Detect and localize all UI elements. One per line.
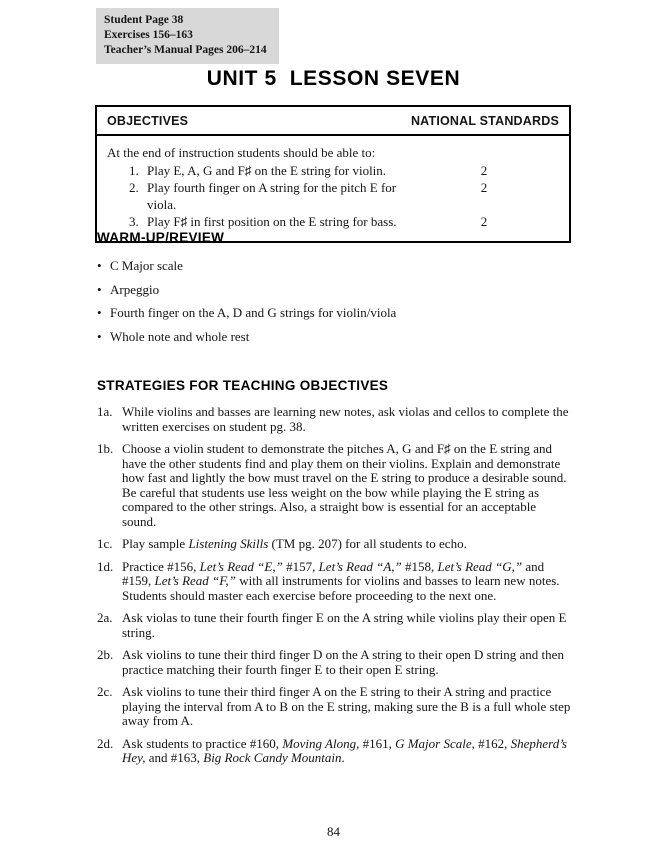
warmup-heading: WARM-UP/REVIEW	[97, 230, 225, 245]
bullet-icon: •	[97, 258, 102, 273]
strategy-text: Ask violins to tune their third finger D on the A string to their open D string and then practice matching their fourth finger E to their open E string.	[122, 647, 564, 677]
bullet-icon: •	[97, 328, 102, 344]
ref-line-exercises: Exercises 156–163	[104, 28, 193, 41]
objective-row	[107, 213, 559, 230]
bullet-icon: •	[97, 281, 102, 297]
strategy-label: 2c.	[97, 684, 113, 699]
warmup-section	[97, 230, 571, 353]
warmup-item-text: C Major scale	[110, 258, 183, 273]
standard-value: 2	[480, 214, 488, 229]
strategy-item	[97, 685, 571, 729]
strategy-item	[97, 405, 571, 434]
lesson-title: UNIT 5 LESSON SEVEN	[206, 67, 461, 90]
strategy-label: 2d.	[97, 735, 114, 751]
objective-text: Play fourth finger on A string for the pitch E for viola.	[147, 180, 397, 212]
objective-row	[107, 162, 559, 179]
warmup-item-text: Arpeggio	[110, 281, 160, 297]
strategy-item	[97, 737, 571, 766]
strategy-item	[97, 537, 571, 552]
objective-number: 1.	[129, 163, 139, 178]
strategy-text: While violins and basses are learning new notes, ask violas and cellos to complete the written exercises on student pg. 38.	[122, 404, 569, 434]
strategy-text: Ask violas to tune their fourth finger E on the A string while violins play their open E string.	[122, 610, 567, 640]
objectives-heading: OBJECTIVES	[107, 114, 189, 128]
warmup-item-text: Fourth finger on the A, D and G strings for violin/viola	[110, 305, 397, 320]
objective-number: 2.	[129, 180, 139, 195]
strategy-label: 1a.	[97, 404, 113, 419]
strategy-item	[97, 442, 571, 529]
strategy-item	[97, 560, 571, 604]
ref-line-manual-pages: Teacher’s Manual Pages 206–214	[104, 43, 267, 56]
warmup-item	[97, 306, 571, 321]
bullet-icon: •	[97, 305, 102, 320]
objective-row	[107, 179, 559, 213]
objective-number: 3.	[129, 214, 139, 229]
strategy-text: Practice #156, Let’s Read “E,” #157, Let’s Read “A,” #158, Let’s Read “G,” and #159, Let’s Read “F,” with all instruments for violins and basses to learn new notes. Students should master each exercise before proceeding to the next one.	[122, 558, 560, 603]
strategy-item	[97, 611, 571, 640]
warmup-item-text: Whole note and whole rest	[110, 328, 250, 344]
objectives-table-body	[97, 136, 569, 241]
objectives-table	[95, 105, 571, 243]
strategy-label: 2a.	[97, 610, 113, 625]
student-page-ref-box	[96, 8, 279, 64]
objective-text: Play F♯ in first position on the E string for bass.	[147, 214, 397, 229]
strategy-text: Play sample Listening Skills (TM pg. 207) for all students to echo.	[122, 536, 467, 551]
standard-value: 2	[480, 180, 488, 195]
objectives-intro: At the end of instruction students should be able to:	[107, 145, 376, 160]
strategy-text: Ask violins to tune their third finger A on the E string to their A string and practice playing the interval from A to B on the E string, making sure the B is a full whole step away from A.	[122, 684, 571, 728]
strategy-text: Choose a violin student to demonstrate the pitches A, G and F♯ on the E string and have the other students find and play them on their violins. Explain and demonstrate how fast and lightly the bow must travel on the E string to produce a desirable sound. Be careful that students use less weight on the bow while playing the E string as compared to the other strings. Also, a straight bow is essential for an acceptable sound.	[122, 441, 567, 529]
strategies-heading: STRATEGIES FOR TEACHING OBJECTIVES	[97, 378, 389, 393]
strategy-label: 1c.	[97, 536, 113, 551]
national-standards-heading: NATIONAL STANDARDS	[410, 114, 559, 128]
warmup-item	[97, 283, 571, 298]
strategy-label: 1d.	[97, 558, 114, 574]
strategy-text: Ask students to practice #160, Moving Along, #161, G Major Scale, #162, Shepherd’s Hey, and #163, Big Rock Candy Mountain.	[122, 735, 567, 765]
standard-value: 2	[480, 163, 488, 178]
objectives-table-header	[97, 107, 569, 136]
ref-line-student-page: Student Page 38	[104, 14, 184, 26]
strategy-item	[97, 648, 571, 677]
strategy-label: 1b.	[97, 441, 114, 456]
warmup-item	[97, 330, 571, 345]
warmup-item	[97, 259, 571, 274]
objective-text: Play E, A, G and F♯ on the E string for violin.	[147, 163, 387, 178]
strategies-section	[97, 378, 571, 774]
strategy-label: 2b.	[97, 647, 114, 662]
page-number: 84	[327, 824, 340, 839]
